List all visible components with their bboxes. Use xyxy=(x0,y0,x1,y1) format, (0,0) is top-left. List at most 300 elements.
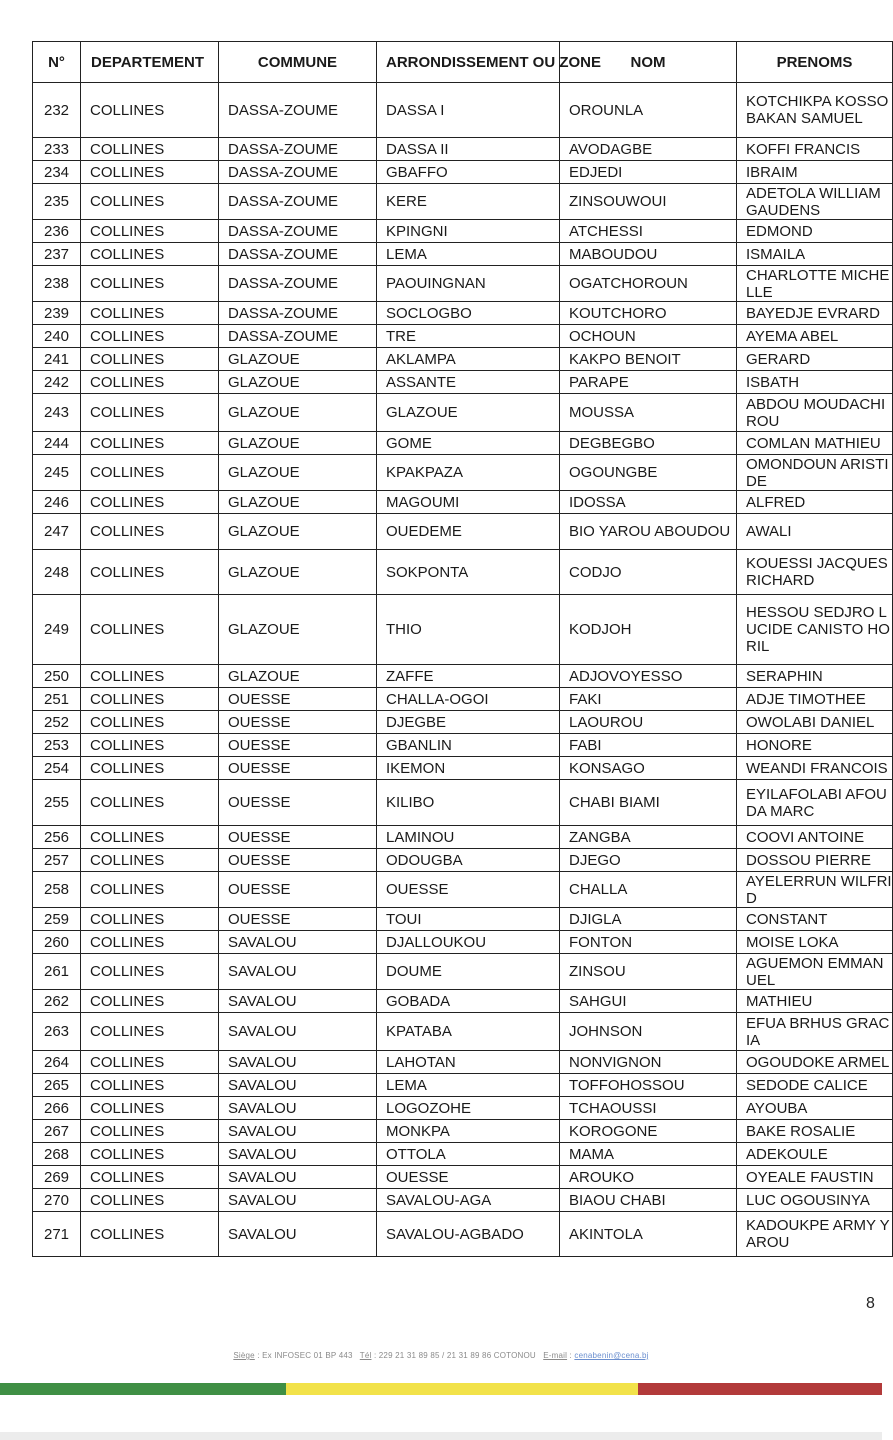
table-row xyxy=(33,184,893,220)
cell-departement: COLLINES xyxy=(81,1189,219,1212)
cell-commune: DASSA-ZOUME xyxy=(219,266,377,302)
cell-prenoms: COMLAN MATHIEU xyxy=(737,432,893,455)
footer-tel-text: : 229 21 31 89 85 / 21 31 89 86 COTONOU xyxy=(373,1351,536,1360)
cell-nom: ADJOVOYESSO xyxy=(560,665,737,688)
table-row xyxy=(33,931,893,954)
cell-commune: GLAZOUE xyxy=(219,550,377,595)
cell-num: 238 xyxy=(33,266,81,302)
cell-arrondissement: LOGOZOHE xyxy=(377,1097,560,1120)
cell-commune: SAVALOU xyxy=(219,1120,377,1143)
table-row xyxy=(33,302,893,325)
cell-nom: JOHNSON xyxy=(560,1013,737,1051)
cell-arrondissement: KILIBO xyxy=(377,780,560,826)
cell-departement: COLLINES xyxy=(81,432,219,455)
cell-commune: GLAZOUE xyxy=(219,665,377,688)
cell-arrondissement: OUESSE xyxy=(377,872,560,908)
cell-arrondissement: KPINGNI xyxy=(377,220,560,243)
cell-arrondissement: GBAFFO xyxy=(377,161,560,184)
table-row xyxy=(33,161,893,184)
cell-arrondissement: PAOUINGNAN xyxy=(377,266,560,302)
cell-commune: OUESSE xyxy=(219,872,377,908)
table-row xyxy=(33,849,893,872)
cell-prenoms: ABDOU MOUDACHIROU xyxy=(737,394,893,432)
table-row xyxy=(33,595,893,665)
cell-nom: FABI xyxy=(560,734,737,757)
table-row xyxy=(33,348,893,371)
cell-departement: COLLINES xyxy=(81,780,219,826)
cell-commune: OUESSE xyxy=(219,780,377,826)
footer-siege-text: : Ex INFOSEC 01 BP 443 xyxy=(257,1351,353,1360)
cell-arrondissement: AKLAMPA xyxy=(377,348,560,371)
cell-nom: IDOSSA xyxy=(560,491,737,514)
cell-commune: DASSA-ZOUME xyxy=(219,243,377,266)
cell-commune: GLAZOUE xyxy=(219,371,377,394)
cell-nom: KODJOH xyxy=(560,595,737,665)
cell-commune: OUESSE xyxy=(219,711,377,734)
cell-num: 258 xyxy=(33,872,81,908)
cell-arrondissement: SAVALOU-AGBADO xyxy=(377,1212,560,1257)
cell-departement: COLLINES xyxy=(81,161,219,184)
table-row xyxy=(33,711,893,734)
cell-prenoms: OYEALE FAUSTIN xyxy=(737,1166,893,1189)
cell-num: 251 xyxy=(33,688,81,711)
cell-prenoms: IBRAIM xyxy=(737,161,893,184)
cell-prenoms: MATHIEU xyxy=(737,990,893,1013)
cell-commune: DASSA-ZOUME xyxy=(219,184,377,220)
cell-commune: DASSA-ZOUME xyxy=(219,325,377,348)
table-row xyxy=(33,243,893,266)
cell-num: 249 xyxy=(33,595,81,665)
cell-arrondissement: THIO xyxy=(377,595,560,665)
table-row xyxy=(33,1120,893,1143)
cell-num: 243 xyxy=(33,394,81,432)
cell-commune: SAVALOU xyxy=(219,1166,377,1189)
page-number: 8 xyxy=(866,1295,875,1312)
table-row xyxy=(33,1189,893,1212)
cell-nom: KAKPO BENOIT xyxy=(560,348,737,371)
cell-departement: COLLINES xyxy=(81,595,219,665)
table-row xyxy=(33,1074,893,1097)
table-row xyxy=(33,1143,893,1166)
table-row xyxy=(33,757,893,780)
cell-num: 256 xyxy=(33,826,81,849)
cell-nom: TCHAOUSSI xyxy=(560,1097,737,1120)
cell-nom: LAOUROU xyxy=(560,711,737,734)
cell-prenoms: BAYEDJE EVRARD xyxy=(737,302,893,325)
cell-arrondissement: LEMA xyxy=(377,1074,560,1097)
cell-nom: NONVIGNON xyxy=(560,1051,737,1074)
cell-departement: COLLINES xyxy=(81,184,219,220)
table-row xyxy=(33,83,893,138)
cell-nom: AVODAGBE xyxy=(560,138,737,161)
cell-departement: COLLINES xyxy=(81,325,219,348)
cell-commune: OUESSE xyxy=(219,826,377,849)
table-row xyxy=(33,371,893,394)
cell-prenoms: ADJE TIMOTHEE xyxy=(737,688,893,711)
footer-email-link[interactable]: cenabenin@cena.bj xyxy=(574,1351,649,1360)
cell-prenoms: BAKE ROSALIE xyxy=(737,1120,893,1143)
header-commune: COMMUNE xyxy=(219,42,377,83)
cell-nom: MOUSSA xyxy=(560,394,737,432)
cell-commune: OUESSE xyxy=(219,757,377,780)
table-row xyxy=(33,325,893,348)
cell-num: 261 xyxy=(33,954,81,990)
cell-arrondissement: ODOUGBA xyxy=(377,849,560,872)
cell-arrondissement: LAHOTAN xyxy=(377,1051,560,1074)
table-row xyxy=(33,665,893,688)
cell-arrondissement: DJALLOUKOU xyxy=(377,931,560,954)
cell-departement: COLLINES xyxy=(81,757,219,780)
cell-prenoms: ISMAILA xyxy=(737,243,893,266)
table-row xyxy=(33,1166,893,1189)
cell-arrondissement: ASSANTE xyxy=(377,371,560,394)
table-header-row xyxy=(33,42,893,83)
cell-num: 257 xyxy=(33,849,81,872)
cell-nom: CODJO xyxy=(560,550,737,595)
cell-nom: CHALLA xyxy=(560,872,737,908)
cell-departement: COLLINES xyxy=(81,348,219,371)
cell-nom: BIAOU CHABI xyxy=(560,1189,737,1212)
cell-departement: COLLINES xyxy=(81,302,219,325)
cell-arrondissement: GLAZOUE xyxy=(377,394,560,432)
cell-prenoms: WEANDI FRANCOIS xyxy=(737,757,893,780)
cell-num: 255 xyxy=(33,780,81,826)
cell-departement: COLLINES xyxy=(81,1051,219,1074)
cell-num: 234 xyxy=(33,161,81,184)
cell-prenoms: OWOLABI DANIEL xyxy=(737,711,893,734)
cell-commune: SAVALOU xyxy=(219,954,377,990)
cell-prenoms: EDMOND xyxy=(737,220,893,243)
cell-nom: ZANGBA xyxy=(560,826,737,849)
cell-prenoms: COOVI ANTOINE xyxy=(737,826,893,849)
cell-commune: OUESSE xyxy=(219,688,377,711)
cell-departement: COLLINES xyxy=(81,394,219,432)
table-row xyxy=(33,1013,893,1051)
cell-prenoms: EFUA BRHUS GRACIA xyxy=(737,1013,893,1051)
cell-departement: COLLINES xyxy=(81,1143,219,1166)
cell-departement: COLLINES xyxy=(81,550,219,595)
flag-stripe-green xyxy=(0,1383,286,1395)
flag-stripe-red xyxy=(638,1383,882,1395)
cell-arrondissement: OUEDEME xyxy=(377,514,560,550)
cell-nom: BIO YAROU ABOUDOU xyxy=(560,514,737,550)
cell-num: 248 xyxy=(33,550,81,595)
cell-departement: COLLINES xyxy=(81,1097,219,1120)
cell-arrondissement: DASSA II xyxy=(377,138,560,161)
cell-commune: OUESSE xyxy=(219,734,377,757)
cell-arrondissement: GOBADA xyxy=(377,990,560,1013)
cell-prenoms: AYEMA ABEL xyxy=(737,325,893,348)
table-row xyxy=(33,872,893,908)
cell-arrondissement: SOCLOGBO xyxy=(377,302,560,325)
cell-arrondissement: DOUME xyxy=(377,954,560,990)
cell-commune: SAVALOU xyxy=(219,990,377,1013)
cell-departement: COLLINES xyxy=(81,826,219,849)
cell-nom: DEGBEGBO xyxy=(560,432,737,455)
cell-nom: OROUNLA xyxy=(560,83,737,138)
cell-commune: SAVALOU xyxy=(219,1074,377,1097)
cell-nom: KONSAGO xyxy=(560,757,737,780)
cell-num: 259 xyxy=(33,908,81,931)
cell-arrondissement: KPAKPAZA xyxy=(377,455,560,491)
cell-prenoms: ADEKOULE xyxy=(737,1143,893,1166)
cell-num: 266 xyxy=(33,1097,81,1120)
table-row xyxy=(33,394,893,432)
cell-num: 233 xyxy=(33,138,81,161)
table-body xyxy=(33,83,893,1257)
cell-arrondissement: GOME xyxy=(377,432,560,455)
cell-commune: GLAZOUE xyxy=(219,432,377,455)
cell-num: 254 xyxy=(33,757,81,780)
cell-num: 239 xyxy=(33,302,81,325)
cell-nom: CHABI BIAMI xyxy=(560,780,737,826)
header-num: N° xyxy=(33,42,81,83)
cell-commune: DASSA-ZOUME xyxy=(219,161,377,184)
cell-departement: COLLINES xyxy=(81,1013,219,1051)
cell-departement: COLLINES xyxy=(81,455,219,491)
cell-departement: COLLINES xyxy=(81,688,219,711)
cell-prenoms: SEDODE CALICE xyxy=(737,1074,893,1097)
cell-commune: GLAZOUE xyxy=(219,455,377,491)
cell-commune: SAVALOU xyxy=(219,1212,377,1257)
cell-commune: SAVALOU xyxy=(219,1143,377,1166)
cell-num: 264 xyxy=(33,1051,81,1074)
cell-num: 244 xyxy=(33,432,81,455)
cell-arrondissement: DASSA I xyxy=(377,83,560,138)
table-row xyxy=(33,514,893,550)
cell-prenoms: AWALI xyxy=(737,514,893,550)
cell-prenoms: CONSTANT xyxy=(737,908,893,931)
cell-prenoms: LUC OGOUSINYA xyxy=(737,1189,893,1212)
cell-arrondissement: GBANLIN xyxy=(377,734,560,757)
header-prenoms: PRENOMS xyxy=(737,42,893,83)
cell-prenoms: CHARLOTTE MICHELLE xyxy=(737,266,893,302)
cell-prenoms: EYILAFOLABI AFOUDA MARC xyxy=(737,780,893,826)
cell-nom: ATCHESSI xyxy=(560,220,737,243)
header-arrondissement: ARRONDISSEMENT OU ZONE xyxy=(377,42,560,83)
header-nom: NOM xyxy=(560,42,737,83)
cell-nom: TOFFOHOSSOU xyxy=(560,1074,737,1097)
cell-arrondissement: TRE xyxy=(377,325,560,348)
cell-prenoms: AYELERRUN WILFRID xyxy=(737,872,893,908)
cell-nom: SAHGUI xyxy=(560,990,737,1013)
table-row xyxy=(33,550,893,595)
table-row xyxy=(33,954,893,990)
cell-nom: ZINSOU xyxy=(560,954,737,990)
cell-num: 265 xyxy=(33,1074,81,1097)
cell-nom: FAKI xyxy=(560,688,737,711)
table-row xyxy=(33,688,893,711)
cell-nom: OGATCHOROUN xyxy=(560,266,737,302)
table-row xyxy=(33,734,893,757)
cell-prenoms: ALFRED xyxy=(737,491,893,514)
cell-num: 245 xyxy=(33,455,81,491)
cell-commune: SAVALOU xyxy=(219,931,377,954)
cell-commune: GLAZOUE xyxy=(219,491,377,514)
cell-num: 271 xyxy=(33,1212,81,1257)
table-row xyxy=(33,780,893,826)
cell-departement: COLLINES xyxy=(81,1166,219,1189)
cell-arrondissement: OUESSE xyxy=(377,1166,560,1189)
cell-departement: COLLINES xyxy=(81,711,219,734)
cell-departement: COLLINES xyxy=(81,908,219,931)
cell-num: 240 xyxy=(33,325,81,348)
cell-prenoms: DOSSOU PIERRE xyxy=(737,849,893,872)
table-row xyxy=(33,138,893,161)
bottom-band xyxy=(0,1432,882,1440)
cell-arrondissement: TOUI xyxy=(377,908,560,931)
cell-departement: COLLINES xyxy=(81,872,219,908)
cell-num: 242 xyxy=(33,371,81,394)
cell-nom: ZINSOUWOUI xyxy=(560,184,737,220)
cell-commune: SAVALOU xyxy=(219,1097,377,1120)
cell-num: 236 xyxy=(33,220,81,243)
cell-arrondissement: CHALLA-OGOI xyxy=(377,688,560,711)
cell-departement: COLLINES xyxy=(81,243,219,266)
roster-table xyxy=(32,41,893,1257)
flag-stripe-yellow xyxy=(286,1383,638,1395)
cell-commune: SAVALOU xyxy=(219,1051,377,1074)
cell-arrondissement: SOKPONTA xyxy=(377,550,560,595)
cell-nom: FONTON xyxy=(560,931,737,954)
footer-tel-label: Tél xyxy=(359,1351,372,1360)
cell-nom: KOUTCHORO xyxy=(560,302,737,325)
cell-departement: COLLINES xyxy=(81,1074,219,1097)
table-row xyxy=(33,491,893,514)
cell-departement: COLLINES xyxy=(81,371,219,394)
cell-departement: COLLINES xyxy=(81,1212,219,1257)
cell-num: 237 xyxy=(33,243,81,266)
cell-arrondissement: MONKPA xyxy=(377,1120,560,1143)
cell-departement: COLLINES xyxy=(81,849,219,872)
cell-commune: DASSA-ZOUME xyxy=(219,138,377,161)
cell-arrondissement: SAVALOU-AGA xyxy=(377,1189,560,1212)
cell-nom: KOROGONE xyxy=(560,1120,737,1143)
cell-num: 267 xyxy=(33,1120,81,1143)
cell-prenoms: KOUESSI JACQUES RICHARD xyxy=(737,550,893,595)
cell-commune: OUESSE xyxy=(219,849,377,872)
cell-prenoms: HONORE xyxy=(737,734,893,757)
cell-num: 241 xyxy=(33,348,81,371)
cell-arrondissement: OTTOLA xyxy=(377,1143,560,1166)
cell-num: 262 xyxy=(33,990,81,1013)
cell-num: 270 xyxy=(33,1189,81,1212)
cell-arrondissement: KERE xyxy=(377,184,560,220)
table-row xyxy=(33,455,893,491)
table-row xyxy=(33,826,893,849)
cell-nom: OCHOUN xyxy=(560,325,737,348)
cell-nom: MAMA xyxy=(560,1143,737,1166)
cell-commune: GLAZOUE xyxy=(219,348,377,371)
cell-num: 269 xyxy=(33,1166,81,1189)
cell-prenoms: GERARD xyxy=(737,348,893,371)
cell-num: 252 xyxy=(33,711,81,734)
cell-departement: COLLINES xyxy=(81,491,219,514)
cell-departement: COLLINES xyxy=(81,990,219,1013)
table-row xyxy=(33,1097,893,1120)
table-row xyxy=(33,220,893,243)
cell-nom: EDJEDI xyxy=(560,161,737,184)
cell-departement: COLLINES xyxy=(81,220,219,243)
cell-departement: COLLINES xyxy=(81,266,219,302)
cell-num: 263 xyxy=(33,1013,81,1051)
cell-commune: DASSA-ZOUME xyxy=(219,302,377,325)
cell-departement: COLLINES xyxy=(81,665,219,688)
footer-contact: Siège : Ex INFOSEC 01 BP 443 Tél : 229 21 31 89 85 / 21 31 89 86 COTONOU E-mail : cenabenin@cena.bj xyxy=(233,1351,649,1360)
cell-num: 246 xyxy=(33,491,81,514)
cell-nom: AROUKO xyxy=(560,1166,737,1189)
header-departement: DEPARTEMENT xyxy=(81,42,219,83)
cell-nom: DJEGO xyxy=(560,849,737,872)
cell-prenoms: SERAPHIN xyxy=(737,665,893,688)
table-row xyxy=(33,266,893,302)
cell-num: 268 xyxy=(33,1143,81,1166)
cell-prenoms: KOTCHIKPA KOSSOBAKAN SAMUEL xyxy=(737,83,893,138)
cell-departement: COLLINES xyxy=(81,734,219,757)
cell-departement: COLLINES xyxy=(81,514,219,550)
cell-commune: SAVALOU xyxy=(219,1013,377,1051)
cell-departement: COLLINES xyxy=(81,931,219,954)
cell-prenoms: AYOUBA xyxy=(737,1097,893,1120)
cell-num: 232 xyxy=(33,83,81,138)
cell-num: 253 xyxy=(33,734,81,757)
cell-arrondissement: MAGOUMI xyxy=(377,491,560,514)
cell-arrondissement: IKEMON xyxy=(377,757,560,780)
table-row xyxy=(33,1212,893,1257)
cell-arrondissement: KPATABA xyxy=(377,1013,560,1051)
cell-arrondissement: LAMINOU xyxy=(377,826,560,849)
cell-nom: AKINTOLA xyxy=(560,1212,737,1257)
table-row xyxy=(33,990,893,1013)
cell-commune: SAVALOU xyxy=(219,1189,377,1212)
cell-commune: GLAZOUE xyxy=(219,595,377,665)
cell-commune: DASSA-ZOUME xyxy=(219,83,377,138)
cell-num: 250 xyxy=(33,665,81,688)
cell-num: 260 xyxy=(33,931,81,954)
cell-prenoms: HESSOU SEDJRO LUCIDE CANISTO HORIL xyxy=(737,595,893,665)
table-row xyxy=(33,908,893,931)
table-row xyxy=(33,432,893,455)
footer-email-label: E-mail xyxy=(543,1351,568,1360)
cell-nom: MABOUDOU xyxy=(560,243,737,266)
cell-nom: PARAPE xyxy=(560,371,737,394)
cell-commune: GLAZOUE xyxy=(219,514,377,550)
cell-departement: COLLINES xyxy=(81,1120,219,1143)
cell-nom: DJIGLA xyxy=(560,908,737,931)
cell-num: 247 xyxy=(33,514,81,550)
cell-departement: COLLINES xyxy=(81,954,219,990)
cell-prenoms: ISBATH xyxy=(737,371,893,394)
cell-prenoms: OMONDOUN ARISTIDE xyxy=(737,455,893,491)
cell-commune: GLAZOUE xyxy=(219,394,377,432)
footer-siege-label: Siège xyxy=(233,1351,255,1360)
cell-prenoms: KADOUKPE ARMY YAROU xyxy=(737,1212,893,1257)
cell-arrondissement: DJEGBE xyxy=(377,711,560,734)
cell-nom: OGOUNGBE xyxy=(560,455,737,491)
cell-departement: COLLINES xyxy=(81,138,219,161)
table-row xyxy=(33,1051,893,1074)
cell-arrondissement: LEMA xyxy=(377,243,560,266)
cell-commune: DASSA-ZOUME xyxy=(219,220,377,243)
cell-prenoms: AGUEMON EMMANUEL xyxy=(737,954,893,990)
cell-prenoms: MOISE LOKA xyxy=(737,931,893,954)
cell-prenoms: KOFFI FRANCIS xyxy=(737,138,893,161)
cell-prenoms: ADETOLA WILLIAM GAUDENS xyxy=(737,184,893,220)
cell-commune: OUESSE xyxy=(219,908,377,931)
flag-stripe xyxy=(0,1383,882,1395)
cell-prenoms: OGOUDOKE ARMEL xyxy=(737,1051,893,1074)
cell-departement: COLLINES xyxy=(81,83,219,138)
